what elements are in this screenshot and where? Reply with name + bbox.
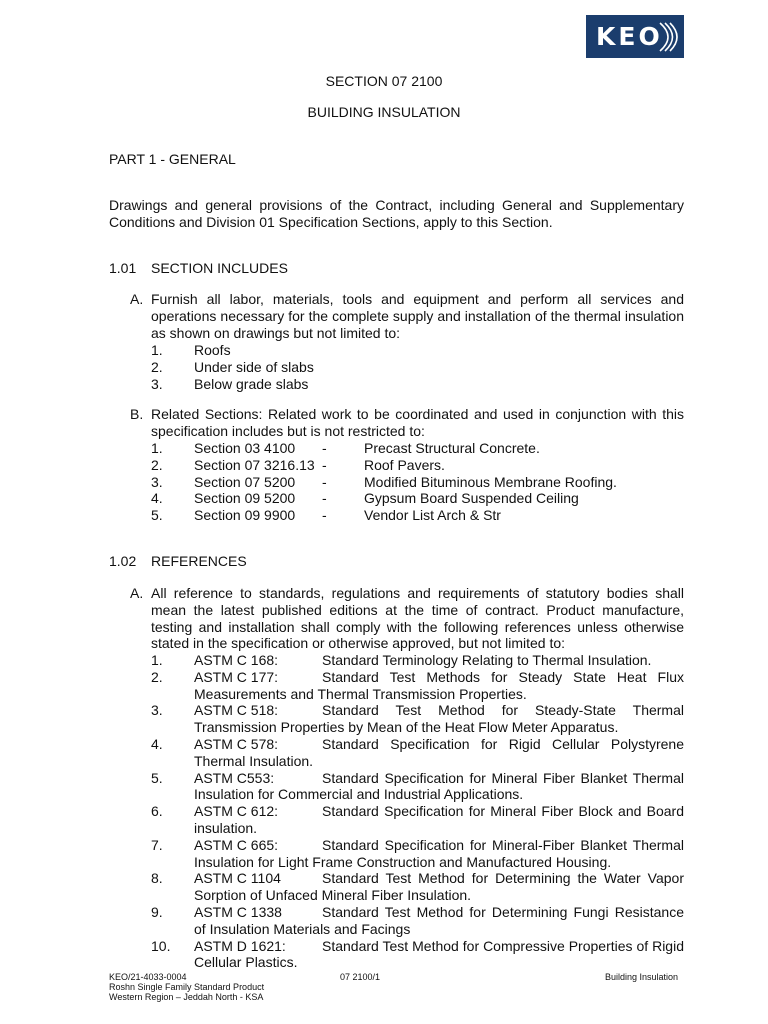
list-item: 2. Under side of slabs xyxy=(151,358,314,375)
list-item: 10. ASTM D 1621: Standard Test Method for Compressive Properties of Rigid Cellular Plastics. xyxy=(151,937,684,971)
list-item: 8. ASTM C 1104 Standard Test Method for Determining the Water Vapor Sorption of Unfaced Mineral Fiber Insulation. xyxy=(151,870,684,904)
footer-project: Roshn Single Family Standard Product xyxy=(109,982,265,992)
references-letter-a: A. xyxy=(130,585,144,601)
list-item: 2. Section 07 3216.13 - Roof Pavers. xyxy=(151,456,445,473)
list-item: 5. ASTM C553: Standard Specification for Mineral Fiber Blanket Thermal Insulation for Commercial and Industrial Applications. xyxy=(151,769,684,803)
logo-arc-icon xyxy=(658,21,680,53)
list-item: 7. ASTM C 665: Standard Specification for Mineral-Fiber Blanket Thermal Insulation for Light Frame Construction and Manufactured Housing. xyxy=(151,836,684,870)
list-item: 4. ASTM C 578: Standard Specification for Rigid Cellular Polystyrene Thermal Insulation. xyxy=(151,735,684,769)
article-title-101: SECTION INCLUDES xyxy=(151,260,288,276)
references-list xyxy=(151,652,684,971)
paragraph-b-text: Related Sections: Related work to be coordinated and used in conjunction with this specification includes but is not restricted to: xyxy=(151,406,684,439)
related-sections-list xyxy=(151,440,684,524)
paragraph-letter-b: B. xyxy=(130,406,144,422)
paragraph-letter-a: A. xyxy=(130,291,144,307)
list-item: 3. Section 07 5200 - Modified Bituminous Membrane Roofing. xyxy=(151,473,617,490)
list-item: 2. ASTM C 177: Standard Test Methods for Steady State Heat Flux Measurements and Thermal Transmission Properties. xyxy=(151,668,684,702)
footer-page-number: 07 2100/1 xyxy=(340,972,381,982)
footer-region: Western Region – Jeddah North - KSA xyxy=(109,992,264,1002)
intro-paragraph: Drawings and general provisions of the Contract, including General and Supplementary Conditions and Division 01 Specification Sections, apply to this Section. xyxy=(109,197,684,230)
list-item: 5. Section 09 9900 - Vendor List Arch & Str xyxy=(151,507,501,524)
list-item: 1. ASTM C 168: Standard Terminology Relating to Thermal Insulation. xyxy=(151,652,652,668)
list-item: 3. ASTM C 518: Standard Test Method for Steady-State Thermal Transmission Properties by Mean of the Heat Flow Meter Apparatus. xyxy=(151,702,684,736)
footer-title: Building Insulation xyxy=(605,972,679,982)
list-item: 3. Below grade slabs xyxy=(151,375,309,392)
article-number-101: 1.01 xyxy=(109,260,137,276)
list-item: 9. ASTM C 1338 Standard Test Method for Determining Fungi Resistance of Insulation Materials and Facings xyxy=(151,903,684,937)
keo-logo xyxy=(586,15,684,58)
article-title-102: REFERENCES xyxy=(151,553,247,569)
section-number: SECTION 07 2100 xyxy=(325,73,443,89)
logo-text: KEO xyxy=(596,22,663,51)
list-item: 1. Section 03 4100 - Precast Structural Concrete. xyxy=(151,440,540,456)
footer-left xyxy=(109,972,264,1002)
footer-doc-number: KEO/21-4033-0004 xyxy=(109,972,187,982)
section-title: BUILDING INSULATION xyxy=(307,104,461,120)
references-text: All reference to standards, regulations and requirements of statutory bodies shall mean the latest published editions at the time of contract. Product manufacture, testing and installation shall comply with the following references unless otherwise stated in the specification or otherwise approved, but not limited to: xyxy=(151,585,684,652)
part-heading: PART 1 - GENERAL xyxy=(109,151,236,167)
article-number-102: 1.02 xyxy=(109,553,137,569)
list-item: 6. ASTM C 612: Standard Specification for Mineral Fiber Block and Board insulation. xyxy=(151,803,684,836)
includes-list xyxy=(151,342,684,392)
list-item: 4. Section 09 5200 - Gypsum Board Suspended Ceiling xyxy=(151,490,579,507)
list-item: 1. Roofs xyxy=(151,342,231,358)
paragraph-a-text: Furnish all labor, materials, tools and equipment and perform all services and operations necessary for the complete supply and installation of the thermal insulation as shown on drawings but not limited to: xyxy=(151,291,684,341)
